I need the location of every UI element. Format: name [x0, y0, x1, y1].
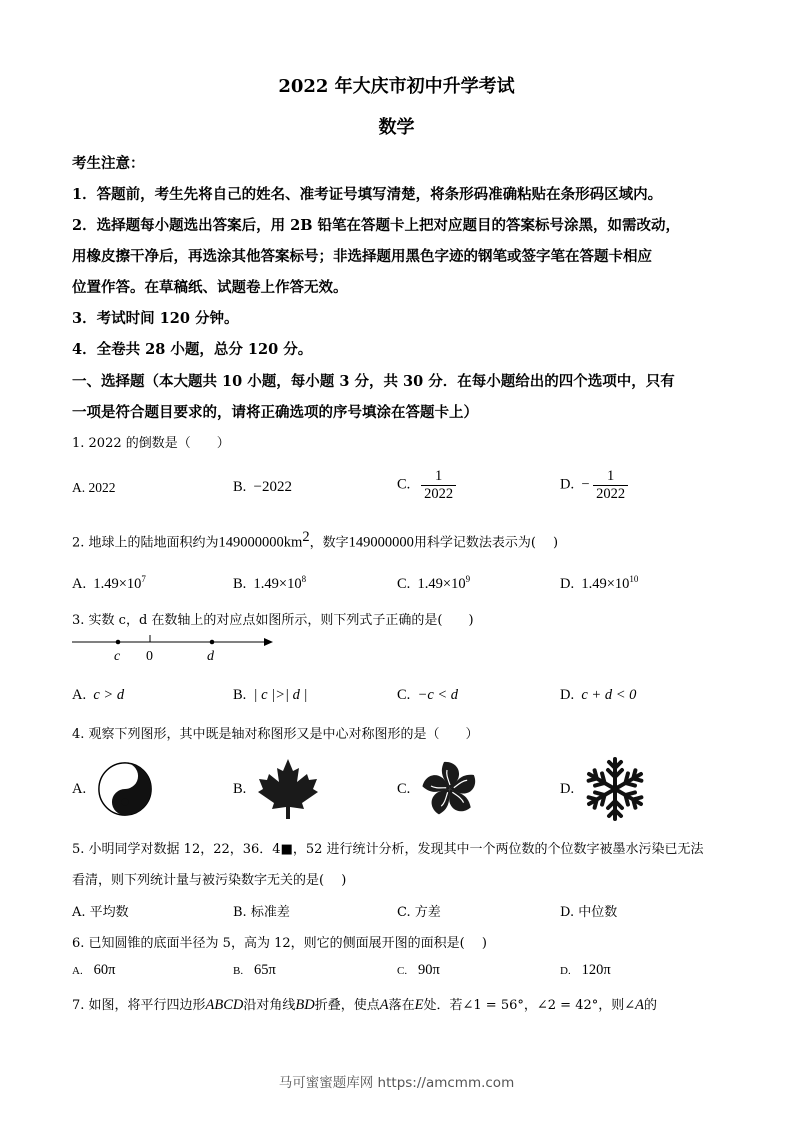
q4-option-c-label: C. [397, 781, 411, 797]
axis-label-d: d [207, 649, 214, 664]
axis-label-0: 0 [146, 649, 153, 664]
q2-option-b [233, 574, 306, 593]
stem-number: 149000000km [218, 534, 303, 551]
question-2-stem [72, 529, 558, 551]
arrow-icon [264, 638, 273, 646]
q1-option-c [397, 468, 456, 502]
section-heading: 一、选择题（本大题共 10 小题，每小题 3 分，共 30 分．在每小题给出的四个选项中，只有 [72, 373, 675, 390]
stem-text: 用科学记数法表示为( ) [413, 535, 559, 551]
footer-watermark: 马可蜜蜜题库网 https://amcmm.com [278, 1075, 515, 1091]
point-d [210, 640, 215, 645]
option-label: D. [560, 687, 575, 703]
option-label: D. [560, 575, 575, 592]
option-value: 60π [93, 962, 116, 978]
fraction-numerator: 1 [435, 468, 443, 484]
q2-option-c [397, 574, 470, 593]
notice-heading: 考生注意： [72, 155, 145, 172]
option-value: 1.49×10 [581, 575, 630, 592]
option-label: A. [72, 965, 83, 977]
q1-option-d [560, 468, 628, 502]
fraction-denominator: 2022 [424, 485, 454, 502]
q3-option-d [560, 687, 636, 704]
option-value: 1.49×10 [253, 575, 302, 592]
stem-var: E [414, 997, 424, 1013]
fraction-numerator: 1 [607, 468, 615, 484]
notice-line: 3．考试时间 120 分钟。 [72, 310, 239, 327]
stem-text: 7. 如图，将平行四边形 [72, 998, 206, 1013]
stem-text: 沿对角线 [243, 998, 296, 1013]
fraction [593, 468, 628, 502]
q4-option-b-label: B. [233, 781, 247, 797]
option-exponent: 8 [301, 574, 307, 584]
q6-option-d [560, 962, 611, 979]
option-label: B. [233, 965, 244, 977]
stem-text: 处．若∠1 = 56°，∠2 = 42°，则∠ [423, 998, 636, 1013]
option-label: B. [233, 575, 247, 592]
notice-line: 4．全卷共 28 小题，总分 120 分。 [72, 341, 313, 358]
question-5-stem: 5. 小明同学对数据 12，22，36．4■，52 进行统计分析，发现其中一个两位数的个位数字被墨水污染已无法 [72, 842, 704, 857]
minus-sign: − [581, 476, 590, 493]
option-value: c + d < 0 [581, 687, 637, 703]
notice-line: 用橡皮擦干净后，再选涂其他答案标号；非选择题用黑色字迹的钢笔或签字笔在答题卡相应 [72, 248, 652, 265]
q1-option-b [233, 479, 292, 496]
q5-option-a: A. 平均数 [72, 905, 129, 920]
fraction [421, 468, 456, 502]
question-3-stem: 3. 实数 c，d 在数轴上的对应点如图所示，则下列式子正确的是( ) [72, 613, 474, 628]
option-label: D. [560, 965, 571, 977]
stem-text: 落在 [388, 998, 415, 1013]
option-label: C. [397, 575, 411, 592]
point-c [116, 640, 121, 645]
axis-label-c: c [114, 649, 121, 664]
q2-option-a [72, 574, 146, 593]
q3-option-a [72, 687, 124, 704]
notice-line: 2．选择题每小题选出答案后，用 2B 铅笔在答题卡上把对应题目的答案标号涂黑，如需改动， [72, 217, 681, 234]
subject-title: 数学 [378, 117, 415, 138]
question-6-stem: 6. 已知圆锥的底面半径为 5，高为 12，则它的侧面展开图的面积是( ) [72, 936, 487, 951]
q5-option-c: C. 方差 [397, 905, 441, 920]
notice-line: 1．答题前，考生先将自己的姓名、准考证号填写清楚，将条形码准确粘贴在条形码区域内。 [72, 186, 663, 203]
stem-var: ABCD [205, 997, 244, 1013]
option-label: A. [72, 575, 87, 592]
question-1-stem: 1. 2022 的倒数是（ ） [72, 436, 230, 451]
q3-option-c [397, 687, 458, 704]
q2-option-d [560, 574, 638, 593]
stem-text: ，数字 [309, 535, 349, 551]
question-4-stem: 4. 观察下列图形，其中既是轴对称图形又是中心对称图形的是（ ） [72, 727, 479, 742]
q6-option-b [233, 962, 276, 979]
option-exponent: 10 [629, 574, 639, 584]
option-value: 65π [253, 962, 276, 978]
option-value: 1.49×10 [93, 575, 142, 592]
fraction-denominator: 2022 [596, 485, 626, 502]
option-value: −2022 [253, 479, 293, 495]
q5-option-d: D. 中位数 [560, 905, 618, 920]
option-label: B. [233, 479, 247, 495]
stem-text: 2. 地球上的陆地面积约为 [72, 535, 219, 551]
question-5-stem: 看清，则下列统计量与被污染数字无关的是( ) [72, 873, 347, 888]
option-value: 90π [417, 962, 440, 978]
q6-option-c [397, 962, 440, 979]
stem-text: 的 [644, 998, 658, 1013]
option-label: D. [560, 476, 575, 493]
stem-var: A [635, 997, 644, 1013]
q4-option-d-label: D. [560, 781, 575, 797]
page-title: 2022 年大庆市初中升学考试 [278, 76, 515, 97]
snowflake-icon [580, 756, 650, 822]
stem-var: A [379, 997, 389, 1013]
notice-line: 位置作答。在草稿纸、试题卷上作答无效。 [72, 279, 348, 296]
yin-yang-icon [96, 760, 154, 818]
number-line [70, 630, 280, 666]
section-heading: 一项是符合题目要求的，请将正确选项的序号填涂在答题卡上） [72, 404, 478, 421]
question-7-stem [72, 994, 657, 1014]
option-value: c > d [93, 687, 125, 703]
option-exponent: 7 [141, 574, 146, 584]
option-label: C. [397, 476, 411, 493]
option-label: A. [72, 687, 87, 703]
maple-leaf-icon [256, 757, 320, 821]
bauhinia-flower-icon [419, 758, 481, 820]
q3-option-b [233, 687, 307, 704]
option-value: −c < d [417, 687, 459, 703]
stem-exponent: 2 [302, 529, 310, 545]
stem-number: 149000000 [348, 534, 414, 551]
option-label: C. [397, 687, 411, 703]
q5-option-b: B. 标准差 [233, 905, 290, 920]
option-exponent: 9 [465, 574, 471, 584]
stem-var: BD [295, 997, 315, 1013]
option-value: 1.49×10 [417, 575, 466, 592]
option-value: | c |>| d | [253, 687, 308, 703]
option-label: B. [233, 687, 247, 703]
q1-option-a: A. 2022 [72, 480, 116, 495]
q6-option-a [72, 962, 115, 979]
option-label: C. [397, 965, 408, 977]
stem-text: 折叠，使点 [314, 998, 380, 1013]
q4-option-a-label: A. [72, 781, 87, 797]
option-value: 120π [581, 962, 611, 978]
